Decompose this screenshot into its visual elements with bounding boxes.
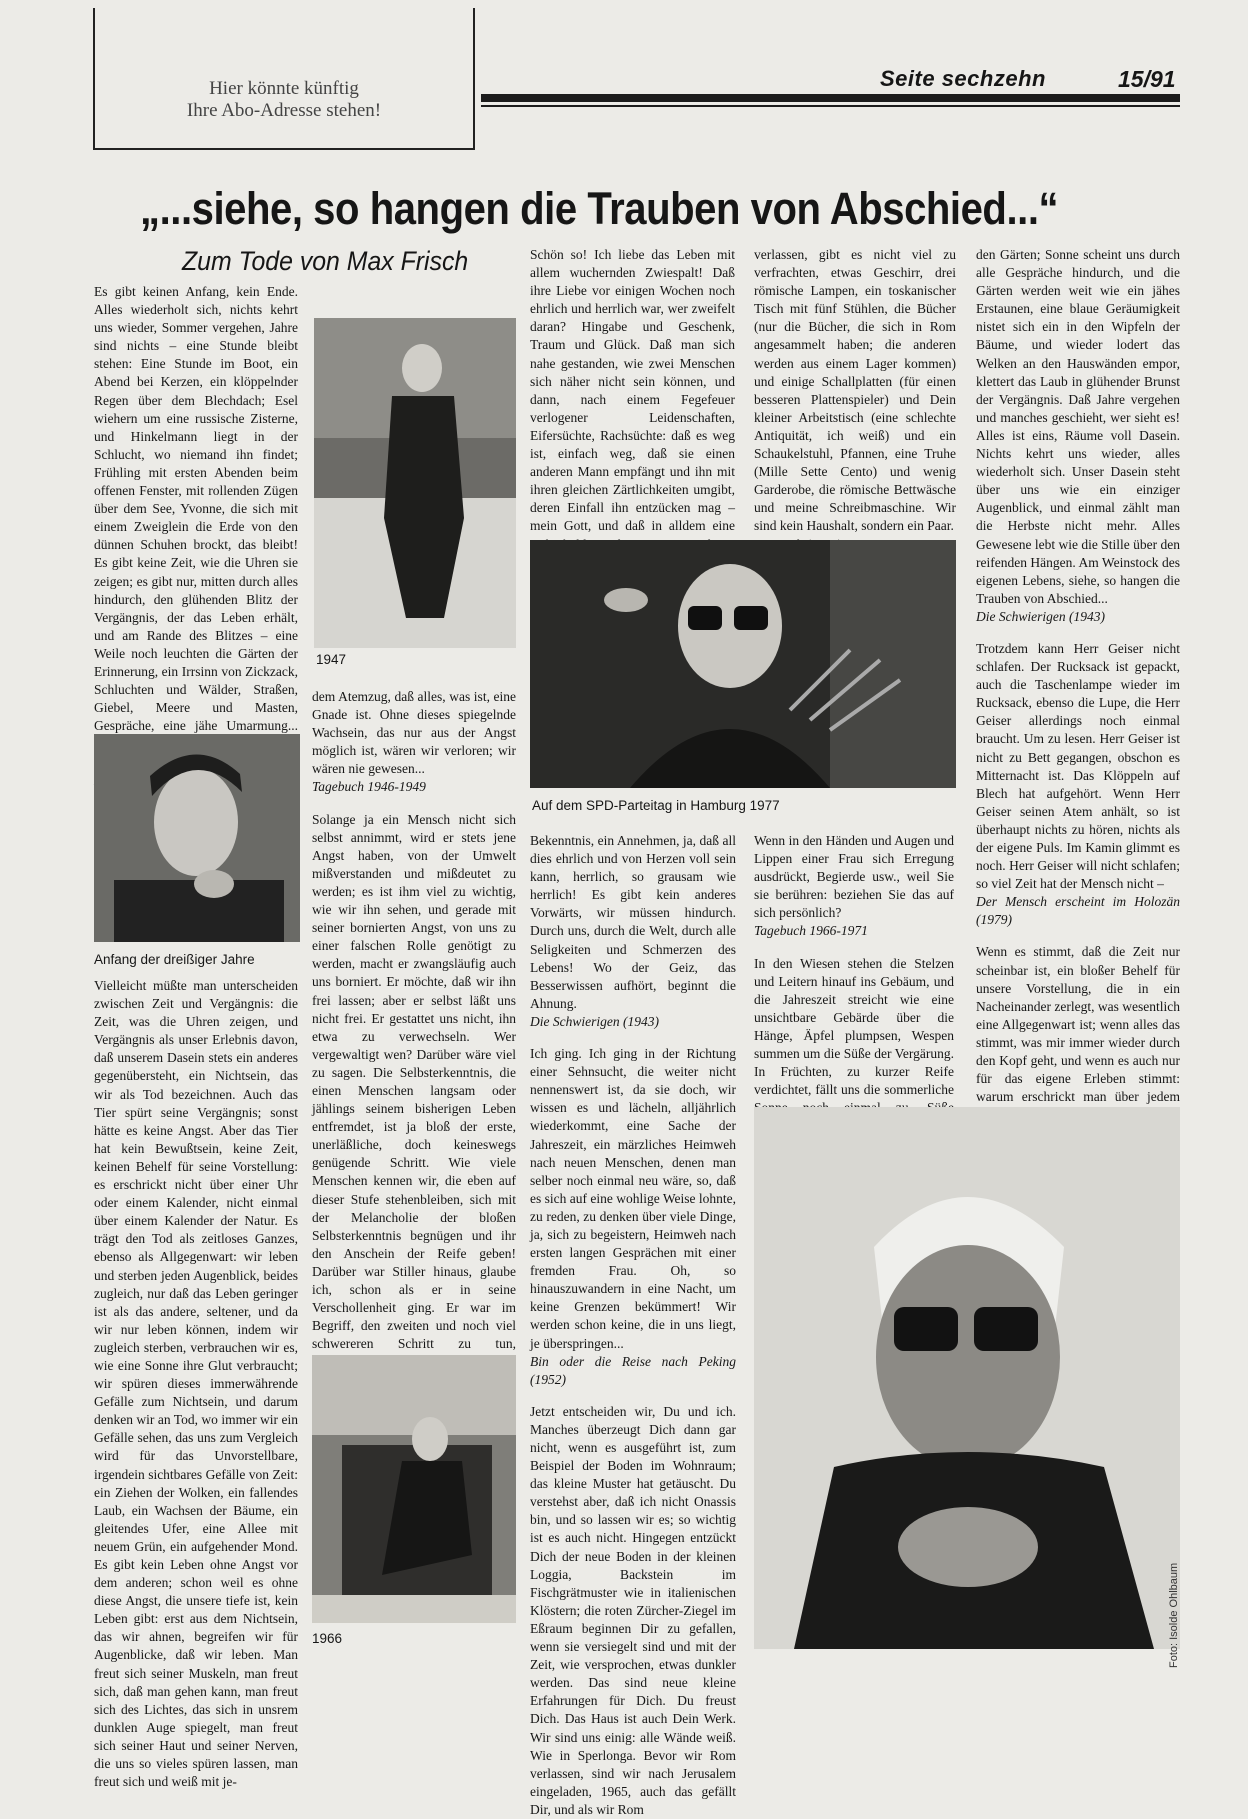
photo-1947 xyxy=(314,318,516,648)
seated-man-photo-icon xyxy=(312,1355,516,1623)
photo-spd-parteitag xyxy=(530,540,956,788)
caption-1947: 1947 xyxy=(316,652,347,667)
column-1-top xyxy=(94,283,298,790)
speaker-at-microphones-icon xyxy=(530,540,956,788)
photo-1966 xyxy=(312,1355,516,1623)
paragraph: Jetzt entscheiden wir, Du und ich. Manches überzeugt Dich dann gar nicht, wenn es ausgeführt ist, zum Beispiel der Boden im Wohnraum; das kleine Muster hat getäuscht. Du verstehst aber, daß ich nicht Onassis bin, und so lassen wir es; so wichtig ist es auch nicht. Hingegen entzückt Dich der neue Boden in der kleinen Loggia, Backstein im Fischgrätmuster wie in italienischen Klöstern; die roten Zürcher-Ziegel im Eßraum beginnen Dir zu gefallen, wenn sie versiegelt sind und mit der Zeit, wie versprochen, etwas dunkler werden. Das sind neue kleine Erfahrungen für Dich. Du freust Dich. Das Haus ist auch Dein Werk. Wir sind uns einig: alle Wände weiß. Wie in Sperlonga. Bevor wir Rom verlassen, sind wir nach Jerusalem eingeladen, 1965, auch das gefällt Dir, und als wir Rom xyxy=(530,1403,736,1817)
paragraph: Wenn es stimmt, daß die Zeit nur scheinbar ist, ein bloßer Behelf für unsere Vorstellung, die in ein Nacheinander zerlegt, was wesentlich eine Allgegenwart ist; wenn alles das stimmt, was mir immer wieder durch den Kopf geht, und wenn es auch nur für das eigene Erleben stimmt: warum erschrickt man über jedem xyxy=(976,944,1180,1105)
column-3-top xyxy=(530,246,735,572)
caption-1930s: Anfang der dreißiger Jahre xyxy=(94,952,255,967)
standing-man-photo-icon xyxy=(314,318,516,648)
paragraph: dem Atemzug, daß alles, was ist, eine Gnade ist. Ohne dieses spiegelnde Wachsein, das nur aus der Angst möglich ist, wären wir verloren; wir wären nie gewesen... xyxy=(312,689,516,777)
address-line-1: Hier könnte künftig xyxy=(209,78,359,99)
column-2-top xyxy=(312,688,516,1462)
source-citation: Der Mensch erscheint im Holozän (1979) xyxy=(976,894,1180,928)
headline: „...siehe, so hangen die Trauben von Abschied...“ xyxy=(140,183,1059,234)
photo-portrait-1930s xyxy=(94,734,300,942)
column-4-bottom xyxy=(754,832,954,1136)
page-label: Seite sechzehn xyxy=(880,66,1046,91)
paragraph: Solange ja ein Mensch nicht sich selbst annimmt, wird er stets jene Angst haben, von der Umwelt mißverstanden und mißdeutet zu werden; es ist ihm viel zu wichtig, wie wir ihn sehen, und gerade mit seiner bornierten Angst, von uns zu einer falschen Rolle genötigt zu werden, macht er zwangsläufig auch uns borniert. Er möchte, daß wir ihn frei lassen; aber er selbst läßt uns nicht frei. Er gestattet uns nicht, ihn etwa zu verwechseln. Wer vergewaltigt wen? Darüber wäre viel zu sagen. Die Selbsterkenntnis, die einen Menschen langsam oder jählings seinem bisherigen Leben entfremdet, ist ja bloß der erste, unerläßliche, doch keineswegs genügende Schritt. Wie viele Menschen kennen wir, die eben auf dieser Stufe stehenbleiben, sich mit der Melancholie der bloßen Selbsterkenntnis begnügen und ihr den Anschein der Reife geben! Darüber war Stiller hinaus, glaube ich, schon als er in seine Verschollenheit ging. Er war im Begriff, den zweiten und noch viel schwereren Schritt zu tun, xyxy=(312,811,516,1352)
column-1-bottom xyxy=(94,977,298,1791)
address-line-2: Ihre Abo-Adresse stehen! xyxy=(186,100,382,121)
paragraph: Trotzdem kann Herr Geiser nicht schlafen. Der Rucksack ist gepackt, auch die Taschenlampe wieder im Rucksack, ebenso die Lupe, die Herr Geiser allerdings noch einmal braucht. Um zu lesen. Herr Geiser ist nicht zu Bett gegangen, obschon es Mitternacht ist. Das Klöppeln auf Blech hat aufgehört. Wenn Herr Geiser seinen Atem anhält, so ist überhaupt nichts zu hören, nichts als der eigene Puls. Im Kamin glimmt es noch. Herr Geiser will nicht schlafen; so viel Zeit hat der Mensch nicht – xyxy=(976,640,1180,892)
column-3-bottom xyxy=(530,832,736,1819)
column-4-top xyxy=(754,246,956,554)
source-citation: Bin oder die Reise nach Peking (1952) xyxy=(530,1353,736,1387)
paragraph: Bekenntnis, ein Annehmen, ja, daß all dies ehrlich und von Herzen voll sein kann, herrlich, so grausam wie herrlich! Es gibt kein anderes Vorwärts, wir müssen hindurch. Durch uns, durch die Welt, durch alle Seligkeiten und Schmerzen des Lebens! Wo der Geiz, das Besserwissen aufhört, beginnt die Ahnung. xyxy=(530,833,736,1011)
source-citation: Die Schwierigen (1943) xyxy=(530,1013,659,1029)
caption-1966: 1966 xyxy=(312,1631,343,1646)
source-citation: Tagebuch 1966-1971 xyxy=(754,923,868,939)
paragraph: den Gärten; Sonne scheint uns durch alle Gespräche hindurch, und die Gärten werden weit wie ein jähes Erstaunen, eine blaue Geräumigkeit nistet sich ein in den Wipfeln der Bäume, und wieder lodert das Welken an den Hauswänden empor, klettert das Laub in glühender Brunst der Vergängnis. Daß Jahre vergehen und manches geschieht, wer sieht es! Alles ist eins, Räume voll Dasein. Nichts kehrt uns wieder, alles wiederholt sich. Unser Dasein steht über uns wie ein einziger Augenblick, und einmal zählt man die Herbste nicht mehr. Alles Gewesene lebt wie die Stille über den reifenden Hängen. Am Weinstock des eigenen Lebens, siehe, so hangen die Trauben von Abschied... xyxy=(976,247,1180,606)
subheadline: Zum Tode von Max Frisch xyxy=(182,246,469,276)
address-box-text xyxy=(95,78,473,122)
paragraph: Vielleicht müßte man unterscheiden zwischen Zeit und Vergängnis: die Zeit, was die Uhren zeigen, und Vergängnis als unser Erlebnis davon, daß unserem Dasein stets ein anderes gegenübersteht, ein Nichtsein, das wir als Tod bezeichnen. Auch das Tier spürt seine Vergängnis; sonst hätte es keine Angst. Aber das Tier hat kein Bewußtsein, keine Zeit, keinen Behelf für seine Vorstellung: es erschrickt nicht über einer Uhr oder einem Kalender, nicht einmal über einem Kalender der Natur. Es trägt den Tod als zeitloses Ganzes, ebenso als Allgegenwart: wir leben und sterben jeden Augenblick, beides zugleich, nur daß das Leben geringer ist als das andere, seltener, und da wir nur leben können, indem wir zugleich sterben, verbrauchen wir es, wie eine Sonne ihre Glut verbraucht; wir spüren dieses immerwährende Gefälle zum Nichtsein, und darum denken wir an Tod, wo immer wir ein Gefälle sehen, das uns zum Vergleich wird für das Unvorstellbare, irgendein sichtbares Gefälle von Zeit: ein Ziehen der Wolken, ein fallendes Laub, ein Wachsen der Bäume, ein gleitendes Ufer, eine Allee mit neuem Grün, ein aufgehender Mond. Es gibt kein Leben ohne Angst vor dem anderen; schon weil es ohne diese Angst, die unsere tiefe ist, kein Leben gibt: erst aus dem Nichtsein, das wir ahnen, begreifen wir für Augenblicke, daß wir leben. Man freut sich seiner Muskeln, man freut sich, daß man gehen kann, man freut sich des Lichtes, das sich in unsrem dunklen Auge spiegelt, man freut sich seiner Haut und seiner Nerven, die uns so vieles spüren lassen, man freut sich und weiß mit je- xyxy=(94,978,298,1790)
paragraph: Ich ging. Ich ging in der Richtung einer Sehnsucht, die weiter nicht nennenswert ist, da sie doch, wir wissen es und lächeln, alljährlich wiederkommt, eine Sache der Jahreszeit, ein märzliches Heimweh nach neuen Menschen, denen man selber noch einmal neu wäre, so, daß es sich auf eine wohlige Weise lohnte, zu reden, zu denken über viele Dinge, ja, sich zu begeistern, Heimweh nach ersten langen Gesprächen mit einer fremden Frau. Oh, so hinauszuwandern in eine Nacht, um keine Grenzen bekümmert! Wir werden schon keine, die in uns liegt, je überspringen... xyxy=(530,1046,736,1351)
paragraph: Wenn in den Händen und Augen und Lippen einer Frau sich Erregung ausdrückt, Begierde usw., weil Sie sie berühren: beziehen Sie das auf sich persönlich? xyxy=(754,833,954,921)
elderly-man-portrait-icon xyxy=(754,1107,1180,1649)
paragraph: In den Wiesen stehen die Stelzen und Leitern hinauf ins Gebäum, und die Jahreszeit streicht wie eine unsichtbare Gebärde über die Hänge, Äpfel plumpsen, Wespen summen um die Süße der Vergärung. In Früchten, zu kurzer Reife verdichtet, fällt uns die sommerliche xyxy=(754,955,954,1098)
source-citation: Tagebuch 1946-1949 xyxy=(312,779,426,795)
photo-portrait-large xyxy=(754,1107,1180,1649)
photo-credit: Foto: Isolde Ohlbaum xyxy=(1168,1562,1180,1668)
issue-number: 15/91 xyxy=(1118,66,1176,92)
paragraph: verlassen, gibt es nicht viel zu verfrachten, etwas Geschirr, drei römische Lampen, ein toskanischer Tisch mit fünf Stühlen, die Bücher (nur die Bücher, die sich in Rom angesammelt haben; die anderen werden aus einem Lager kommen) und einige Schallplatten (für einen besseren Plattenspieler) und Dein kleiner Arbeitstisch (eine schlechte Antiquität, ich weiß) und ein Schaukelstuhl, Pfannen, eine Truhe (Mille Sette Cento) und wenig Garderobe, die römische Bettwäsche und meine Schreibmaschine. Wir sind kein Haushalt, sondern ein Paar. xyxy=(754,247,956,534)
caption-spd: Auf dem SPD-Parteitag in Hamburg 1977 xyxy=(532,798,780,813)
header-rule xyxy=(481,94,1180,102)
paragraph: Es gibt keinen Anfang, kein Ende. Alles wiederholt sich, nichts kehrt uns wieder, Sommer vergehen, Jahre sind nichts – eine Stunde bleibt stehen: Eine Stunde im Boot, ein Abend bei Kerzen, ein klöppelnder Regen über dem Blechdach; Esel wiehern um eine russische Zisterne, und Hinkelmann liegt in der Schlucht, wo niemand ihn findet; Frühling mit ersten Abenden beim offenen Fenster, mit rollenden Zügen über dem See, Yvonne, die sich mit einem Zweiglein die Erde von den dünnen Schuhen brockt, das bleibt! Es gibt keine Zeit, wie die Uhren sie zeigen; es gibt nur, mitten durch alles hindurch, den glühenden Blitz der Vergängnis, der das Leben erhält, und am Rande des Blitzes – eine Weile noch leuchten die Gärten der Erinnerung, ein Irrsinn von Zickzack, Schluchten und Wälder, Straßen, Giebel, Meere und Masten, Gespräche, eine jähe Umarmung... xyxy=(94,284,298,734)
young-man-portrait-icon xyxy=(94,734,300,942)
source-citation: Die Schwierigen (1943) xyxy=(976,608,1105,624)
column-5 xyxy=(976,246,1180,1161)
header-rule-thin xyxy=(481,105,1180,107)
paragraph: Schön so! Ich liebe das Leben mit allem wuchernden Zwiespalt! Daß ihre Liebe vor einigen Wochen noch ehrlich und herrlich war, wer zweifelt daran? Hingabe und Geschenk, Traum und Glück. Daß man sich nahe gestanden, wie zwei Menschen sich näher nicht sein können, und dann, nach einem Fegefeuer verlogener Leidenschaften, Eifersüchte, Rachsüchte: daß es weg ist, einfach weg, daß sie einen anderen Mann empfängt und ihn mit ihren gleichen Zärtlichkeiten umgibt, deren Einfall ihn entzücken mag – mein Gott, und daß in alldem eine xyxy=(530,247,735,534)
